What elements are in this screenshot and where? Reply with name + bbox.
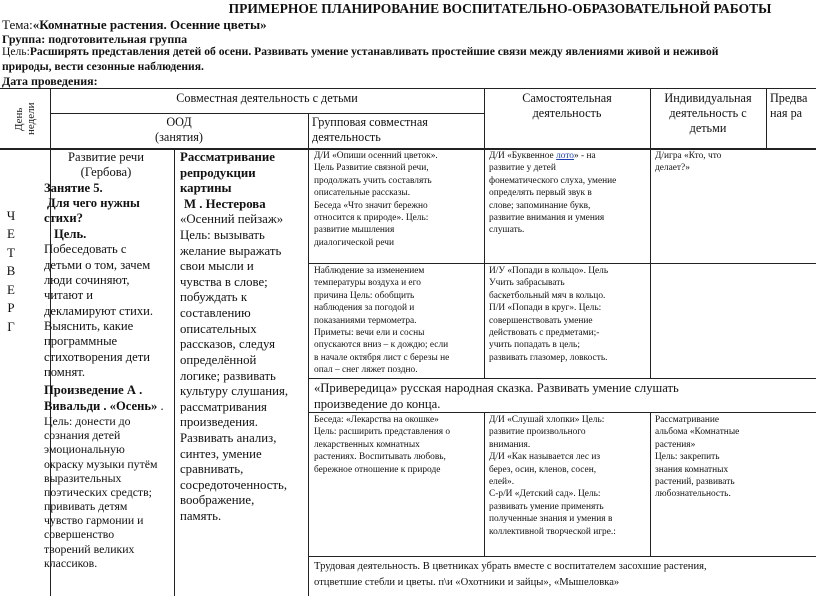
heading-line: картины <box>180 181 232 196</box>
group-value: подготовительная группа <box>48 32 188 46</box>
grid-line <box>308 378 816 379</box>
day-letter: В <box>6 263 16 279</box>
text-line: творений великих <box>44 541 135 556</box>
day-letter: Р <box>7 300 15 316</box>
text-line: в начале октября лист с березы не <box>314 352 450 363</box>
text-line: растения» <box>655 439 696 450</box>
text-line: выразительных <box>44 470 122 485</box>
text-line: опускаются вниз – к дождю; если <box>314 340 449 351</box>
text-line: развивать умение применять <box>489 501 604 512</box>
independent-activity-cell <box>489 414 649 538</box>
text-line: прививать детям <box>44 499 128 514</box>
text-line: рассматривания <box>180 399 267 414</box>
text-line: развитие у детей <box>489 163 556 174</box>
text-line: растений, развивать <box>655 477 735 488</box>
heading-line: репродукции <box>180 165 256 180</box>
text-line: фонематического слуха, умение <box>489 175 617 186</box>
text-line: Беседа «Что значит бережно <box>314 200 428 211</box>
lotto-link[interactable]: лото <box>556 151 574 161</box>
ood-header <box>50 115 308 145</box>
text-line: определённой <box>180 352 257 367</box>
text-line: Д/И «Слушай хлопки» Цель: <box>489 415 605 425</box>
group-activity-cell <box>314 150 482 249</box>
text-line: Выяснить, какие <box>44 318 134 333</box>
text-line: программные <box>44 334 118 349</box>
text-line: Цель: донести до <box>44 414 131 429</box>
preliminary-header-line: Предва <box>770 91 808 105</box>
text-line: И/У «Попади в кольцо». Цель <box>489 266 609 276</box>
day-letter: Ч <box>6 208 16 223</box>
group-joint-header <box>312 115 482 145</box>
group-joint-header-line: Групповая совместная <box>312 115 428 129</box>
group-joint-header-line: деятельность <box>312 130 381 144</box>
text-line: составлению <box>180 306 251 321</box>
painting-heading <box>180 150 308 197</box>
heading-line: Рассматривание <box>180 150 275 164</box>
text-line: делает?» <box>655 163 690 174</box>
painting-lesson-cell <box>180 150 308 525</box>
text-line: продолжать учить составлять <box>314 175 432 186</box>
date-label: Дата проведения: <box>2 74 98 88</box>
music-work-title-line <box>38 399 174 414</box>
text-line: опал – снег ляжет поздно. <box>314 365 418 376</box>
text-line: Д/И «Как называется лес из <box>489 452 601 463</box>
goal-line-1 <box>2 45 718 59</box>
text-line: определять первый звук в <box>489 188 592 199</box>
ood-header-line: (занятия) <box>155 130 203 144</box>
goal-label: Цель: <box>2 45 30 58</box>
text-line: свои мысли и <box>180 259 254 274</box>
text-line: диалогической речи <box>314 237 395 248</box>
text-line: С-р/И «Детский сад». Цель: <box>489 489 601 500</box>
text-line: Д/игра «Кто, что <box>655 151 722 161</box>
fairy-tale-row <box>314 381 814 412</box>
text-line: Цель: вызывать <box>180 228 265 243</box>
text-line: логике; развивать <box>180 368 276 383</box>
music-work-title: Произведение А . <box>44 383 143 398</box>
subject-title: Развитие речи <box>68 150 144 164</box>
text-line: Беседа: «Лекарства на окошке» <box>314 415 439 425</box>
text-line: Д/И «Опиши осенний цветок». <box>314 151 438 161</box>
group-label: Группа: <box>2 32 46 46</box>
text-line: детьми о том, зачем <box>44 257 151 272</box>
theme-line <box>2 17 267 32</box>
text-line: Учить забрасывать <box>489 278 565 289</box>
text-line: Цель: закрепить <box>655 452 720 463</box>
independent-header <box>484 91 650 121</box>
theme-value: «Комнатные растения. Осенние цветы» <box>32 17 267 32</box>
text-line: любознательность. <box>655 489 731 500</box>
text-line: побуждать к <box>180 290 248 305</box>
text-line: стихотворения дети <box>44 349 150 364</box>
grid-line <box>308 263 816 264</box>
text-line: слове; запоминание букв, <box>489 200 591 211</box>
text-line: воображение, <box>180 493 255 508</box>
lotto-game-line <box>489 150 649 162</box>
painting-goal-text <box>180 228 308 525</box>
text-line: внимания. <box>489 439 531 450</box>
lotto-prefix: Д/И «Буквенное <box>489 151 557 161</box>
text-line: чувство гармонии и <box>44 513 144 528</box>
text-line: память. <box>180 509 222 524</box>
lesson-goal-text <box>38 242 174 380</box>
text-line: лекарственных комнатных <box>314 439 420 450</box>
grid-line <box>650 412 651 556</box>
text-line: относится к природе». Цель: <box>314 213 429 224</box>
text-line: развитие мышления <box>314 225 395 236</box>
text-line: альбома «Комнатные <box>655 427 740 438</box>
text-line: коллективной творческой игре.: <box>489 526 616 537</box>
group-activity-cell <box>314 414 482 476</box>
day-header: День недели <box>13 102 37 136</box>
independent-header-line: деятельность <box>532 106 602 120</box>
individual-activity-cell <box>655 150 765 175</box>
text-line: «Привередица» русская народная сказка. Развивать умение слушать <box>314 381 679 395</box>
text-line: Цель Развитие связной речи, <box>314 163 429 174</box>
preliminary-header-line: ная ра <box>770 106 803 120</box>
lotto-game-text <box>489 162 649 236</box>
individual-header-line: деятельность с <box>669 106 747 120</box>
day-letter: Т <box>7 244 15 260</box>
preliminary-header <box>770 91 816 121</box>
labor-activity-row <box>314 559 814 591</box>
independent-activity-cell <box>489 265 649 364</box>
grid-line <box>50 113 484 114</box>
text-line: классиков. <box>44 555 98 570</box>
text-line: берез, осин, кленов, сосен, <box>489 464 597 475</box>
speech-lesson-cell <box>38 150 174 570</box>
text-line: знания комнатных <box>655 464 729 475</box>
text-line: температуры воздуха и его <box>314 278 421 289</box>
text-line: действовать с предметами;- <box>489 328 600 339</box>
text-line: развитие внимания и умения <box>489 213 605 224</box>
text-line: развитие произвольного <box>489 427 586 438</box>
text-line: рассказов, следуя <box>180 337 276 352</box>
independent-header-line: Самостоятельная <box>522 91 612 105</box>
day-name-vertical <box>0 207 22 336</box>
grid-line <box>174 148 175 596</box>
text-line: совершенствовать умение <box>489 315 593 326</box>
text-line: сосредоточенность, <box>180 477 288 492</box>
text-line: синтез, умение <box>180 446 262 461</box>
text-line: Рассматривание <box>655 415 720 425</box>
grid-line <box>0 88 816 89</box>
text-line: показаниями термометра. <box>314 315 417 326</box>
ood-header-line: ООД <box>166 115 192 129</box>
text-line: люди сочиняют, <box>44 272 130 287</box>
grid-line <box>766 88 767 148</box>
day-letter: Г <box>7 318 15 334</box>
goal-line-2: природы, вести сезонные наблюдения. <box>2 60 204 73</box>
goal-text-1: Расширять представления детей об осени. Развивать умение устанавливать простейшие связи между явлениями живой и неживой <box>29 45 719 58</box>
lesson-question: стихи? <box>44 211 83 226</box>
music-work-goal <box>38 414 174 570</box>
grid-line <box>308 113 309 596</box>
text-line: Развивать анализ, <box>180 430 277 445</box>
text-line: чувства в слове; <box>180 274 268 289</box>
text-line: совершенство <box>44 527 115 542</box>
text-line: Приметы: вечи ели и сосны <box>314 328 425 339</box>
joint-activity-header: Совместная деятельность с детьми <box>176 91 358 105</box>
text-line: учить попадать в цель; <box>489 340 580 351</box>
subject-author: (Гербова) <box>80 165 132 180</box>
individual-header-line: детьми <box>689 121 727 135</box>
text-line: произведения. <box>180 415 258 430</box>
text-line: декламируют стихи. <box>44 303 154 318</box>
text-line: эмоциональную <box>44 442 125 457</box>
text-line: отцветшие стебли и цветы. п\и «Охотники и зайцы», «Мышеловка» <box>314 576 620 588</box>
text-line: Наблюдение за изменением <box>314 266 425 276</box>
text-line: читают и <box>44 288 93 303</box>
text-line: Трудовая деятельность. В цветниках убрать вместе с воспитателем засохшие растения, <box>314 561 707 572</box>
text-line: поэтических средств; <box>44 484 152 499</box>
grid-line <box>484 412 485 556</box>
text-line: слушать. <box>489 225 525 236</box>
text-line: описательных <box>180 321 257 336</box>
text-line: Побеседовать с <box>44 242 127 257</box>
text-line: помнят. <box>44 365 86 380</box>
grid-line <box>308 556 816 557</box>
text-line: причина Цель: обобщить <box>314 290 415 301</box>
lotto-suffix: » - на <box>573 151 596 161</box>
day-letter: Е <box>7 226 15 242</box>
page-title: ПРИМЕРНОЕ ПЛАНИРОВАНИЕ ВОСПИТАТЕЛЬНО-ОБРАЗОВАТЕЛЬНОЙ РАБОТЫ <box>228 1 772 16</box>
painting-name: «Осенний пейзаж» <box>180 212 284 227</box>
goal-label: Цель. <box>54 226 87 241</box>
text-line: желание выражать <box>180 243 282 258</box>
day-letter: Е <box>7 281 15 297</box>
text-line: Цель: расширить представления о <box>314 427 451 438</box>
text-line: сознания детей <box>44 428 121 443</box>
individual-activity-cell <box>655 414 765 501</box>
text-line: окраску музыки путём <box>44 456 158 471</box>
music-work-name: Вивальди . «Осень» <box>44 398 158 413</box>
lesson-question: Для чего нужны <box>47 196 140 211</box>
text-line: баскетбольный мяч в кольцо. <box>489 290 606 301</box>
text-line: культуру слушания, <box>180 384 289 399</box>
individual-header-line: Индивидуальная <box>664 91 752 105</box>
text-line: бережное отношение к природе <box>314 464 441 475</box>
music-work-dot: . <box>157 398 164 413</box>
group-activity-cell <box>314 265 482 377</box>
lesson-number: Занятие 5. <box>44 180 103 195</box>
text-line: елей». <box>489 477 515 488</box>
text-line: полученные знания и умения в <box>489 514 613 525</box>
text-line: П/И «Попади в круг». Цель: <box>489 303 602 314</box>
individual-header <box>650 91 766 136</box>
text-line: произведение до конца. <box>314 396 441 411</box>
text-line: описательные рассказы. <box>314 188 411 199</box>
theme-label: Тема: <box>2 17 33 32</box>
text-line: наблюдения за погодой и <box>314 303 415 314</box>
painter-name: М . Нестерова <box>184 196 266 211</box>
text-line: сравнивать, <box>180 462 244 477</box>
independent-activity-cell <box>489 150 649 237</box>
text-line: растениях. Воспитывать любовь, <box>314 452 446 463</box>
grid-line <box>484 88 485 378</box>
text-line: развивать глазомер, ловкость. <box>489 352 608 363</box>
